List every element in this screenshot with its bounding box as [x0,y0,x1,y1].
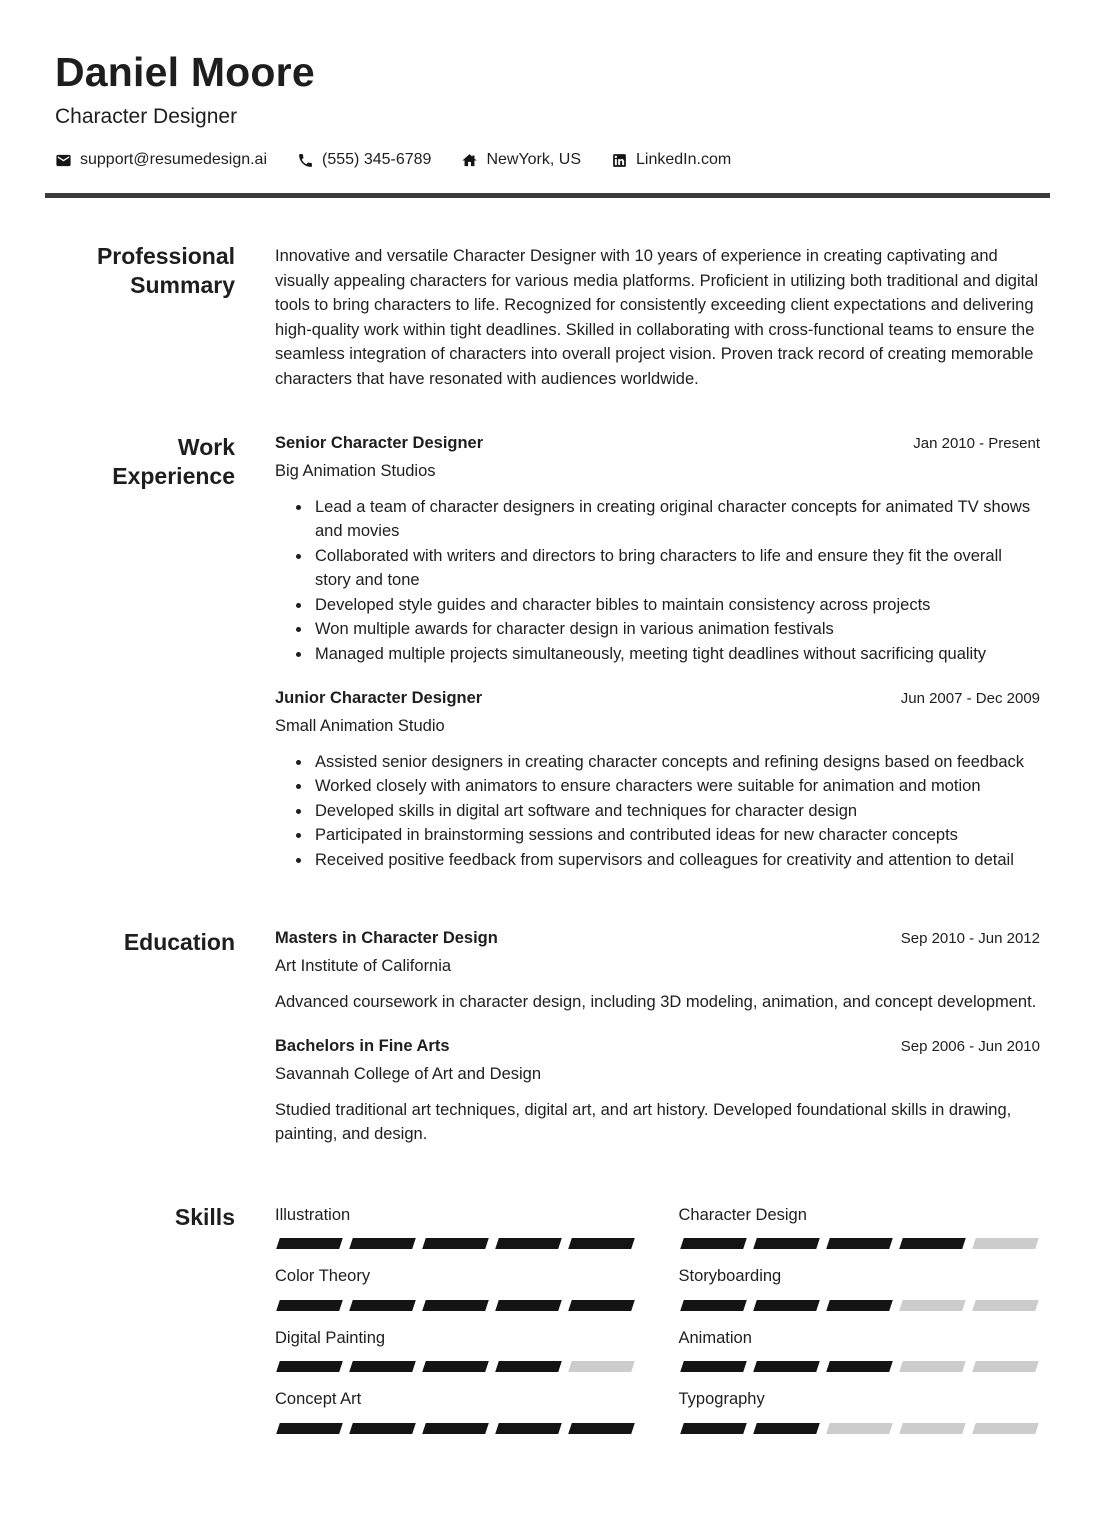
home-icon [461,152,478,169]
contact-row [55,151,1040,169]
skill-segment-filled [349,1300,416,1311]
section-education [55,928,1040,1146]
skill-segment-filled [276,1423,343,1434]
degree-entry [275,928,1040,1014]
skill-item [679,1328,1041,1373]
degree-entry [275,1036,1040,1146]
skill-segment-empty [899,1300,966,1311]
skill-segment-empty [972,1361,1039,1372]
skill-segment-empty [569,1361,636,1372]
degree-school: Art Institute of California [275,956,452,975]
degree-title: Bachelors in Fine Arts [275,1037,450,1056]
skill-segment-filled [276,1238,343,1249]
section-experience [55,433,1040,872]
summary-text: Innovative and versatile Character Designer with 10 years of experience in creating captivating and visually appealing characters for various media platforms. Proficient in utilizing both traditional and digital tools to bring characters to life. Recognized for consistently exceeding client expectations and delivering high-quality work within tight deadlines. Skilled in collaborating with cross-functional teams to ensure the seamless integration of characters into overall project vision. Proven track record of creating memorable characters that have resonated with audiences worldwide. [275,247,1039,388]
job-bullet: • Assisted senior designers in creating character concepts and refining designs based on feedback [312,750,1040,775]
skill-segment-empty [972,1423,1039,1434]
skill-segment-filled [826,1361,893,1372]
contact-linkedin-text: LinkedIn.com [636,151,732,169]
job-entry [275,433,1040,666]
skill-level-bar [679,1361,1041,1372]
skill-segment-filled [349,1238,416,1249]
skill-segment-filled [753,1423,820,1434]
job-dates: Jun 2007 - Dec 2009 [900,690,1040,708]
skill-segment-filled [349,1423,416,1434]
contact-location-text: NewYork, US [486,151,581,169]
job-bullet: • Collaborated with writers and directors to bring characters to life and ensure they fit the overall story and tone [312,544,1040,593]
skill-name: Color Theory [275,1267,371,1286]
person-job-title: Character Designer [55,105,238,129]
job-bullet: • Lead a team of character designers in creating original character concepts for animated TV shows and movies [312,495,1040,544]
degree-header [275,928,1040,949]
skill-segment-empty [826,1423,893,1434]
skill-segment-filled [422,1300,489,1311]
skill-item [275,1266,637,1311]
skill-segment-filled [422,1361,489,1372]
degree-title: Masters in Character Design [275,929,498,948]
skill-segment-filled [276,1361,343,1372]
skill-item [679,1266,1041,1311]
job-entry [275,688,1040,872]
job-bullet: • Managed multiple projects simultaneously, meeting tight deadlines without sacrificing quality [312,642,1040,667]
section-heading-experience: Work Experience [112,434,235,490]
skill-name: Character Design [678,1205,807,1224]
skill-segment-empty [972,1300,1039,1311]
section-skills [55,1203,1040,1452]
skill-segment-filled [422,1423,489,1434]
contact-linkedin[interactable] [611,151,731,169]
skill-level-bar [275,1238,637,1249]
skill-segment-filled [495,1361,562,1372]
skill-name: Storyboarding [678,1267,782,1286]
degree-header [275,1036,1040,1057]
resume-body [55,242,1040,1451]
job-title: Senior Character Designer [275,434,484,453]
skill-segment-filled [680,1361,747,1372]
skill-segment-filled [569,1300,636,1311]
skill-segment-filled [680,1423,747,1434]
skill-segment-filled [753,1361,820,1372]
skill-level-bar [679,1238,1041,1249]
email-icon [55,152,72,169]
job-bullet: • Won multiple awards for character design in various animation festivals [312,617,1040,642]
degree-description: Studied traditional art techniques, digital art, and art history. Developed foundational skills in drawing, painting, and design. [275,1100,1012,1144]
contact-email-text: support@resumedesign.ai [80,151,268,169]
section-summary [55,242,1040,391]
header-divider [45,193,1050,198]
skill-item [679,1205,1041,1250]
section-heading-summary: Professional Summary [96,243,235,299]
skill-level-bar [275,1361,637,1372]
job-bullet-list [275,750,1040,873]
job-bullet: • Developed style guides and character bibles to maintain consistency across projects [312,593,1040,618]
skill-level-bar [275,1423,637,1434]
phone-icon [297,152,314,169]
skill-segment-filled [495,1300,562,1311]
job-company: Small Animation Studio [275,716,445,735]
resume-header [55,50,1040,198]
skill-segment-filled [680,1238,747,1249]
skill-segment-filled [753,1300,820,1311]
skill-segment-filled [495,1238,562,1249]
section-heading-education: Education [123,929,235,956]
skill-name: Animation [678,1328,752,1347]
skills-grid [275,1203,1040,1452]
degree-school: Savannah College of Art and Design [275,1064,542,1083]
skill-item [679,1389,1041,1434]
skill-name: Illustration [275,1205,351,1224]
skill-level-bar [679,1423,1041,1434]
education-content [275,928,1040,1146]
skill-segment-filled [569,1238,636,1249]
job-bullet: • Received positive feedback from supervisors and colleagues for creativity and attention to detail [312,848,1040,873]
skill-segment-empty [972,1238,1039,1249]
skill-level-bar [275,1300,637,1311]
skill-name: Digital Painting [275,1328,386,1347]
contact-phone[interactable] [297,151,431,169]
job-bullet: • Developed skills in digital art software and techniques for character design [312,799,1040,824]
contact-location [461,151,581,169]
skill-segment-empty [899,1361,966,1372]
summary-content [275,242,1040,391]
person-name: Daniel Moore [55,49,315,95]
linkedin-icon [611,152,628,169]
skill-segment-filled [349,1361,416,1372]
degree-dates: Sep 2010 - Jun 2012 [900,930,1040,948]
job-header [275,688,1040,709]
skill-item [275,1205,637,1250]
job-title: Junior Character Designer [275,689,483,708]
skill-item [275,1328,637,1373]
contact-email[interactable] [55,151,267,169]
skill-segment-filled [422,1238,489,1249]
skill-level-bar [679,1300,1041,1311]
skill-name: Concept Art [275,1390,362,1409]
skill-segment-filled [569,1423,636,1434]
skill-segment-filled [495,1423,562,1434]
skill-segment-filled [680,1300,747,1311]
skill-name: Typography [678,1390,765,1409]
job-header [275,433,1040,454]
job-company: Big Animation Studios [275,461,436,480]
job-dates: Jan 2010 - Present [913,435,1040,453]
job-bullet: • Worked closely with animators to ensure characters were suitable for animation and motion [312,774,1040,799]
skill-segment-filled [753,1238,820,1249]
job-bullet: • Participated in brainstorming sessions and contributed ideas for new character concepts [312,823,1040,848]
skill-segment-filled [826,1238,893,1249]
job-bullet-list [275,495,1040,667]
experience-content [275,433,1040,872]
section-heading-skills: Skills [174,1203,235,1230]
skill-item [275,1389,637,1434]
contact-phone-text: (555) 345-6789 [322,151,432,169]
skill-segment-empty [899,1423,966,1434]
degree-description: Advanced coursework in character design, including 3D modeling, animation, and concept development. [275,992,1037,1011]
skill-segment-filled [899,1238,966,1249]
skill-segment-filled [826,1300,893,1311]
skill-segment-filled [276,1300,343,1311]
degree-dates: Sep 2006 - Jun 2010 [900,1038,1040,1056]
